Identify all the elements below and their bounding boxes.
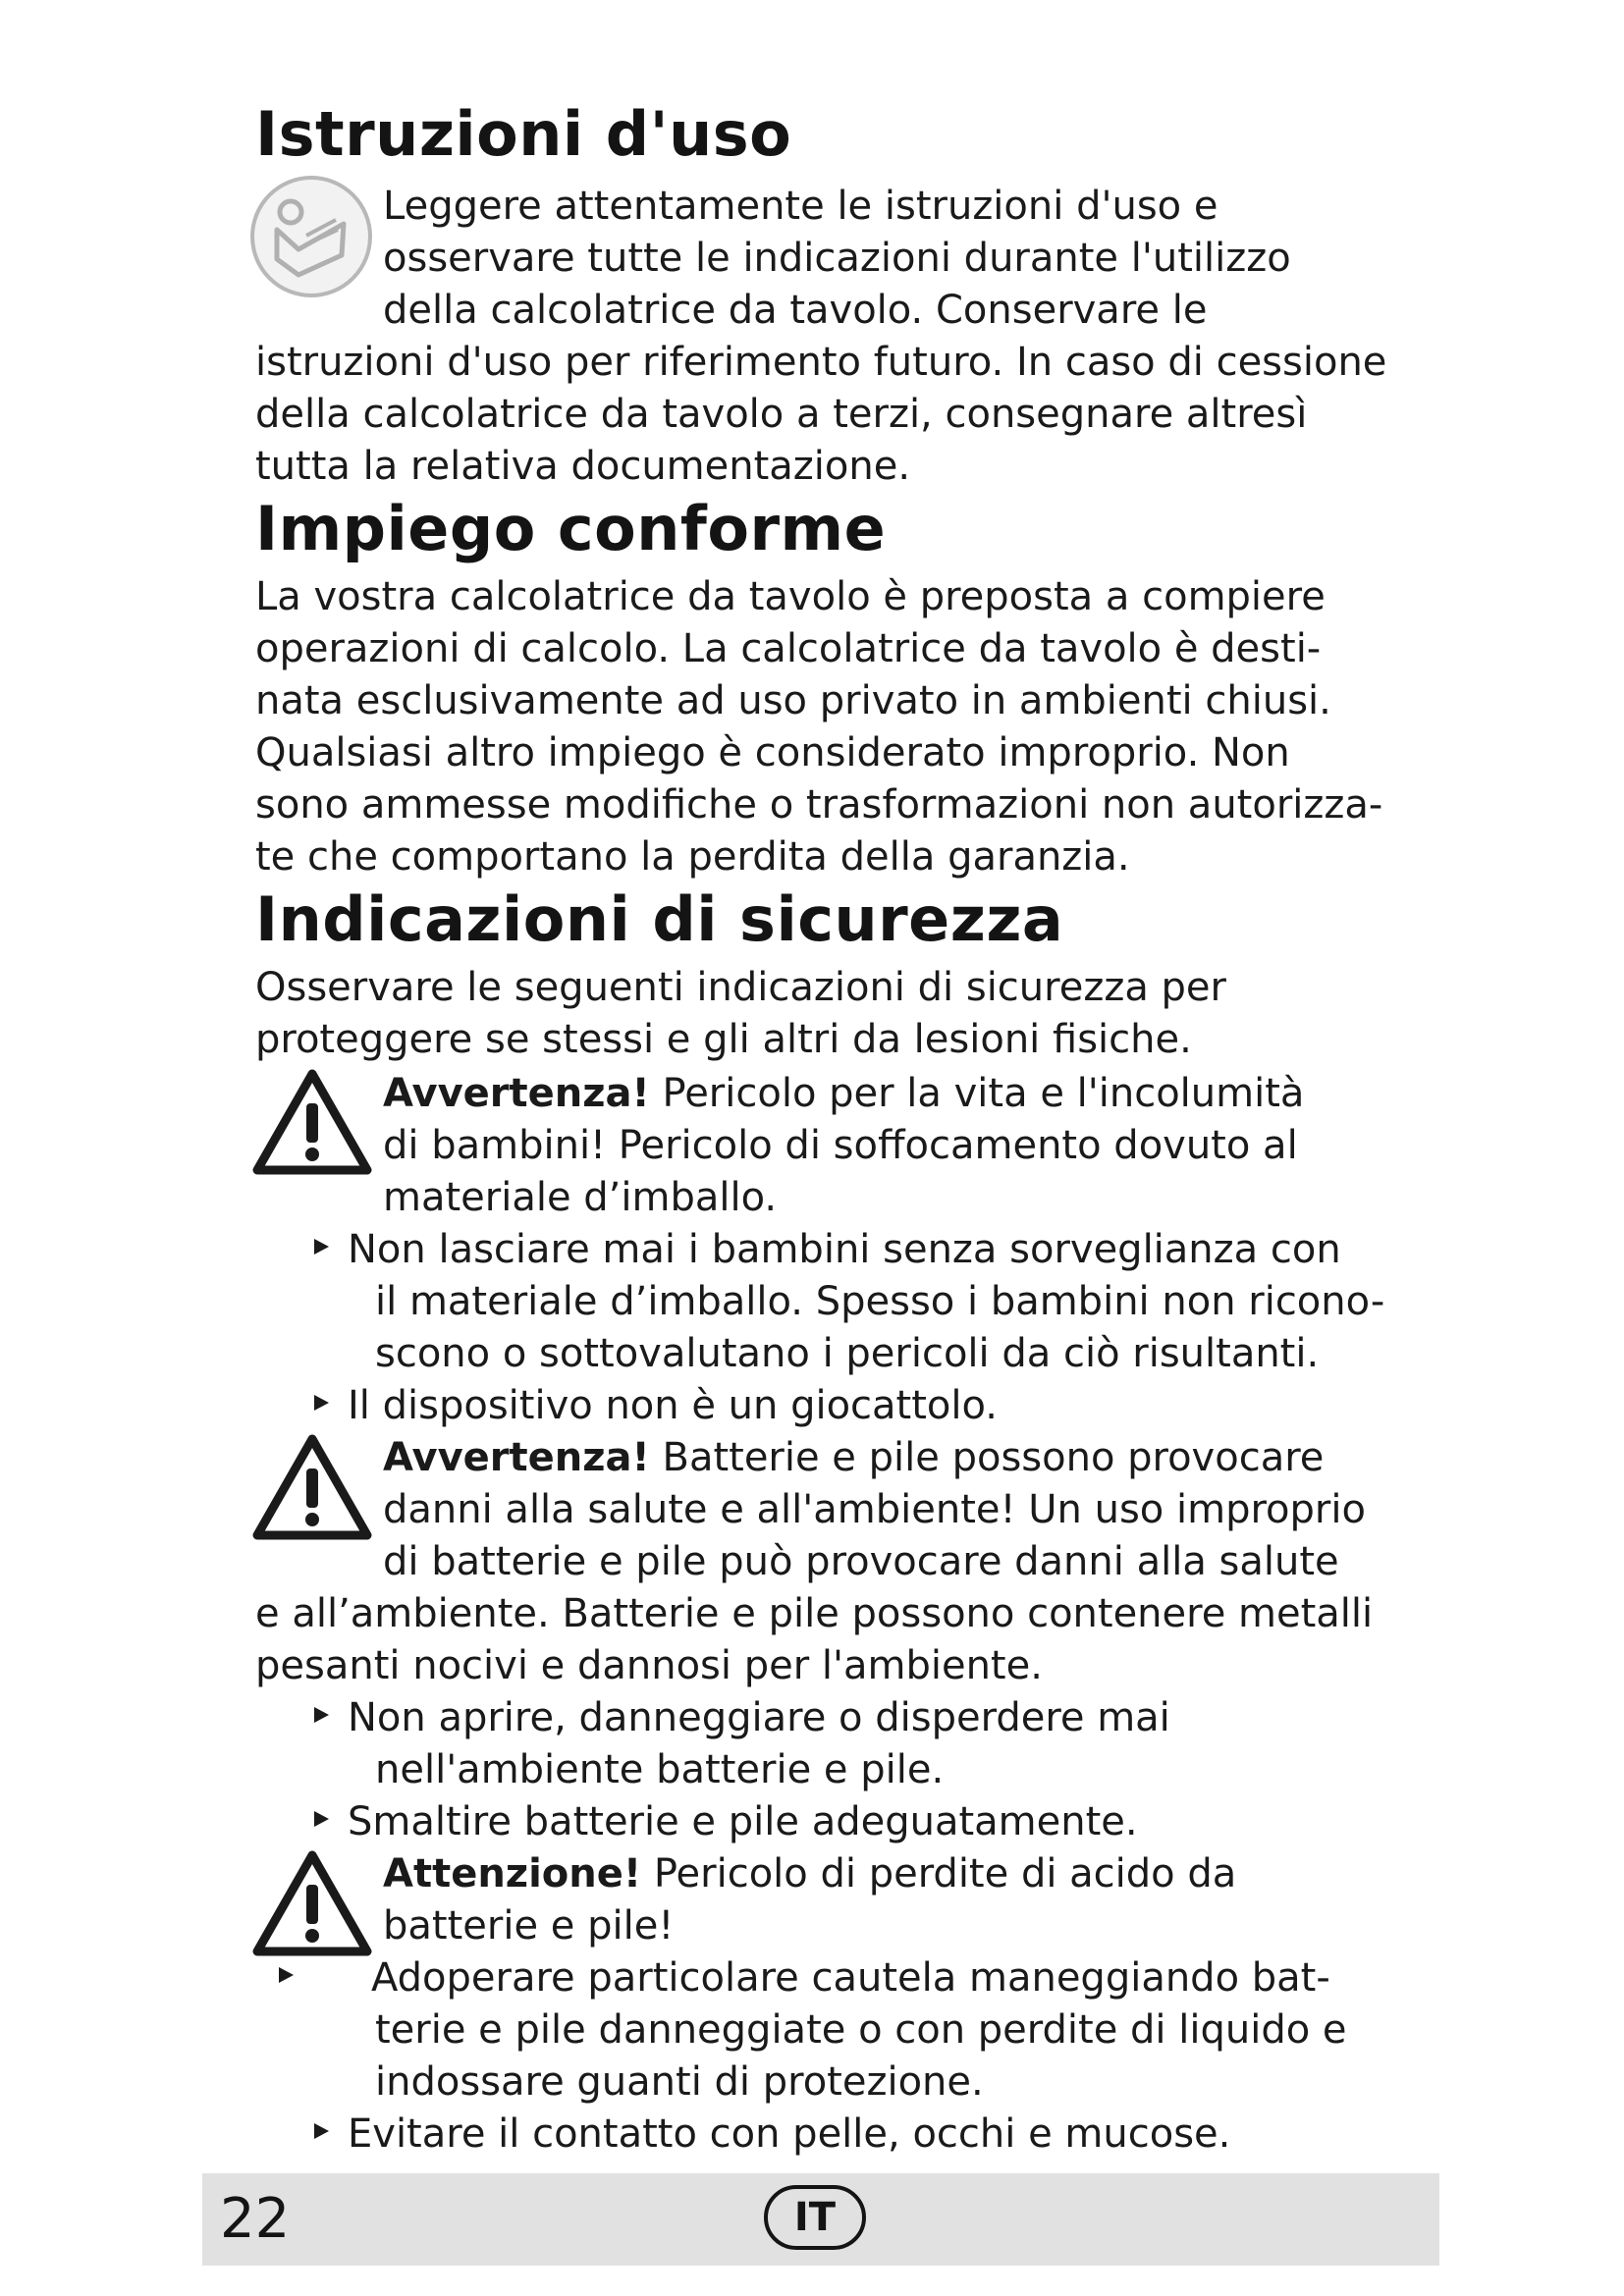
warning2-label: Avvertenza! bbox=[383, 1435, 650, 1480]
language-badge: IT bbox=[764, 2185, 866, 2250]
safety-intro-line: proteggere se stessi e gli altri da lesioni fisiche. bbox=[255, 1017, 1192, 1062]
caution-bullet-line: Adoperare particolare cautela maneggiando bat- bbox=[371, 1955, 1330, 2001]
caution-bullet-line: terie e pile danneggiate o con perdite di liquido e bbox=[375, 2007, 1347, 2053]
instructions-line: della calcolatrice da tavolo a terzi, consegnare altresì bbox=[255, 392, 1308, 437]
warning1-line: di bambini! Pericolo di soffocamento dovuto al bbox=[383, 1123, 1298, 1168]
warning1-label: Avvertenza! bbox=[383, 1071, 650, 1116]
warning1-text: Pericolo per la vita e l'incolumità bbox=[649, 1071, 1305, 1116]
warning2-text: Batterie e pile possono provocare bbox=[649, 1435, 1325, 1480]
warning1-bullet-line: Non lasciare mai i bambini senza sorveglianza con bbox=[348, 1227, 1341, 1272]
read-manual-icon bbox=[247, 173, 375, 300]
page-number: 22 bbox=[220, 2187, 291, 2251]
heading-intended-use: Impiego conforme bbox=[255, 493, 887, 564]
warning2-line: pesanti nocivi e dannosi per l'ambiente. bbox=[255, 1643, 1043, 1688]
warning1-line bbox=[383, 1068, 1304, 1119]
bullet-arrow-icon bbox=[314, 1395, 329, 1411]
warning2-line: danni alla salute e all'ambiente! Un uso improprio bbox=[383, 1487, 1366, 1532]
caution-bullet-line: indossare guanti di protezione. bbox=[375, 2059, 984, 2105]
intended-use-line: nata esclusivamente ad uso privato in ambienti chiusi. bbox=[255, 678, 1331, 723]
instructions-line: istruzioni d'uso per riferimento futuro. In caso di cessione bbox=[255, 340, 1387, 385]
warning1-bullet-line: il materiale d’imballo. Spesso i bambini non ricono- bbox=[375, 1279, 1385, 1324]
intended-use-line: sono ammesse modifiche o trasformazioni non autorizza- bbox=[255, 782, 1383, 828]
page-footer bbox=[202, 2173, 1439, 2266]
instructions-line: tutta la relativa documentazione. bbox=[255, 444, 911, 489]
warning-triangle-icon bbox=[251, 1433, 373, 1543]
bullet-arrow-icon bbox=[314, 1707, 329, 1723]
instructions-line: Leggere attentamente le istruzioni d'uso e bbox=[383, 184, 1218, 229]
safety-intro-line: Osservare le seguenti indicazioni di sicurezza per bbox=[255, 965, 1226, 1010]
intended-use-line: Qualsiasi altro impiego è considerato improprio. Non bbox=[255, 730, 1290, 775]
caution-bullet-line: Evitare il contatto con pelle, occhi e mucose. bbox=[348, 2111, 1231, 2157]
warning-triangle-icon bbox=[251, 1849, 373, 1959]
instructions-line: osservare tutte le indicazioni durante l'utilizzo bbox=[383, 236, 1291, 281]
warning1-bullet-line: Il dispositivo non è un giocattolo. bbox=[348, 1383, 998, 1428]
warning1-line: materiale d’imballo. bbox=[383, 1175, 778, 1220]
warning2-bullet-line: nell'ambiente batterie e pile. bbox=[375, 1747, 945, 1792]
warning-triangle-icon bbox=[251, 1068, 373, 1178]
warning2-line bbox=[383, 1432, 1324, 1483]
heading-instructions: Istruzioni d'uso bbox=[255, 98, 792, 170]
warning2-line: e all’ambiente. Batterie e pile possono contenere metalli bbox=[255, 1591, 1374, 1636]
heading-safety: Indicazioni di sicurezza bbox=[255, 883, 1064, 955]
bullet-arrow-icon bbox=[314, 2123, 329, 2139]
caution-line: batterie e pile! bbox=[383, 1903, 675, 1949]
bullet-arrow-icon bbox=[314, 1239, 329, 1255]
caution-label: Attenzione! bbox=[383, 1851, 642, 1896]
caution-text: Pericolo di perdite di acido da bbox=[641, 1851, 1237, 1896]
warning2-bullet-line: Non aprire, danneggiare o disperdere mai bbox=[348, 1695, 1170, 1740]
bullet-arrow-icon bbox=[279, 1967, 294, 1983]
instructions-line: della calcolatrice da tavolo. Conservare le bbox=[383, 288, 1208, 333]
bullet-arrow-icon bbox=[314, 1811, 329, 1827]
intended-use-line: te che comportano la perdita della garanzia. bbox=[255, 834, 1130, 880]
warning2-bullet-line: Smaltire batterie e pile adeguatamente. bbox=[348, 1799, 1138, 1844]
intended-use-line: La vostra calcolatrice da tavolo è preposta a compiere bbox=[255, 574, 1326, 619]
caution-line bbox=[383, 1848, 1236, 1899]
intended-use-line: operazioni di calcolo. La calcolatrice da tavolo è desti- bbox=[255, 626, 1322, 671]
warning2-line: di batterie e pile può provocare danni alla salute bbox=[383, 1539, 1339, 1584]
warning1-bullet-line: scono o sottovalutano i pericoli da ciò risultanti. bbox=[375, 1331, 1320, 1376]
